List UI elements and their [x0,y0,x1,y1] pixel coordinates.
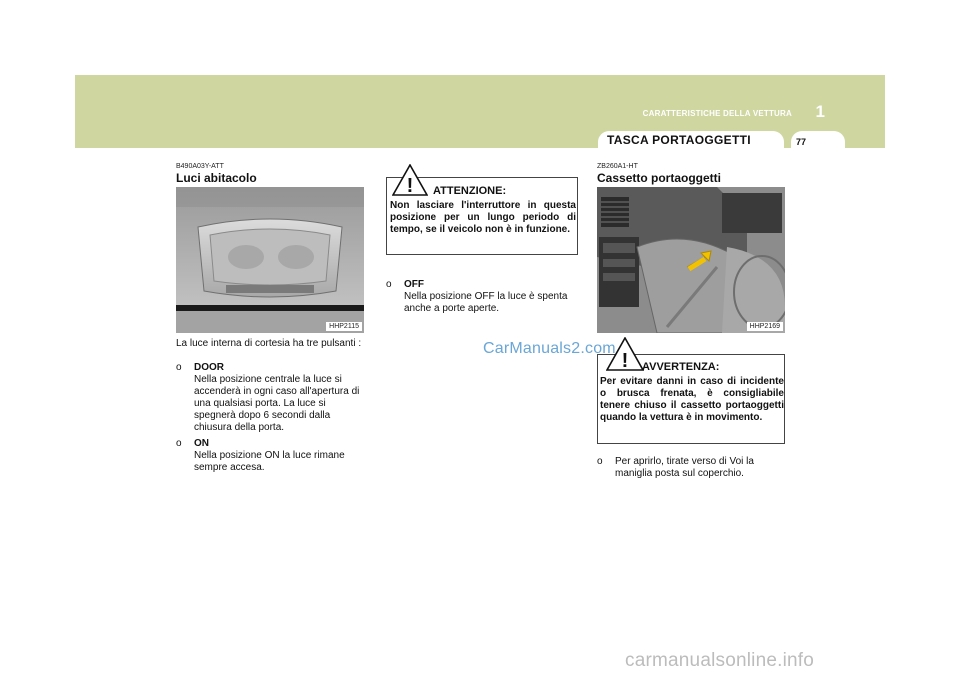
col3-photo-code: HHP2169 [747,322,783,331]
glove-box-photo [597,187,785,333]
courtesy-light-illustration [176,187,364,333]
svg-text:!: ! [406,175,414,196]
bullet-on-label: ON [194,438,209,449]
col1-photo-code: HHP2115 [326,322,362,331]
col1-intro: La luce interna di cortesia ha tre pulsanti : [176,338,362,349]
col1-body [176,338,364,474]
bullet-marker: o [597,456,603,467]
footer-watermark[interactable]: carmanualsonline.info [625,650,815,671]
bullet-marker: o [386,279,392,290]
bullet-door [176,362,364,434]
bullet-on-text: Nella posizione ON la luce rimane sempre accesa. [194,450,345,473]
col3-heading: Cassetto portaoggetti [597,171,722,185]
warning-triangle-icon [392,164,428,196]
section-tab-label: TASCA PORTAOGGETTI [607,133,751,147]
bullet-door-text: Nella posizione centrale la luce si accenderà in ogni caso all'apertura di una qualsiasi porta. La luce si spegnerà dopo 6 secondi dalla chiusura della porta. [194,374,360,433]
bullet-marker: o [176,362,182,373]
courtesy-light-photo [176,187,364,333]
bullet-marker: o [176,438,182,449]
section-number: 1 [815,102,825,121]
bullet-open-text: Per aprirlo, tirate verso di Voi la maniglia posta sul coperchio. [615,456,754,479]
glove-box-illustration [597,187,785,333]
col3-body [597,456,785,480]
warning-box [597,350,785,444]
attention-text: Non lasciare l'interruttore in questa posizione per un lungo periodo di tempo, se il veicolo non è in funzione. [390,200,576,235]
svg-text:!: ! [621,350,629,371]
section-title: CARATTERISTICHE DELLA VETTURA [642,109,792,118]
warning-text: Per evitare danni in caso di incidente o brusca frenata, è consigliabile tenere chiuso il cassetto portaoggetti quando la vettura è in movimento. [600,376,784,423]
bullet-on [176,438,364,474]
bullet-open [597,456,785,480]
bullet-off-label: OFF [404,279,424,290]
warning-title: AVVERTENZA: [642,361,720,373]
watermark-link[interactable]: CarManuals2.com [483,340,616,357]
bullet-off-text: Nella posizione OFF la luce è spenta anche a porte aperte. [404,291,568,314]
col1-code: B490A03Y-ATT [176,163,224,170]
attention-title: ATTENZIONE: [433,185,507,197]
col3-code: ZB260A1-HT [597,163,638,170]
bullet-off [386,279,578,315]
col1-heading: Luci abitacolo [176,171,257,185]
page-number: 77 [796,137,807,147]
col2-body [386,279,578,315]
attention-box [386,177,578,255]
bullet-door-label: DOOR [194,362,224,373]
